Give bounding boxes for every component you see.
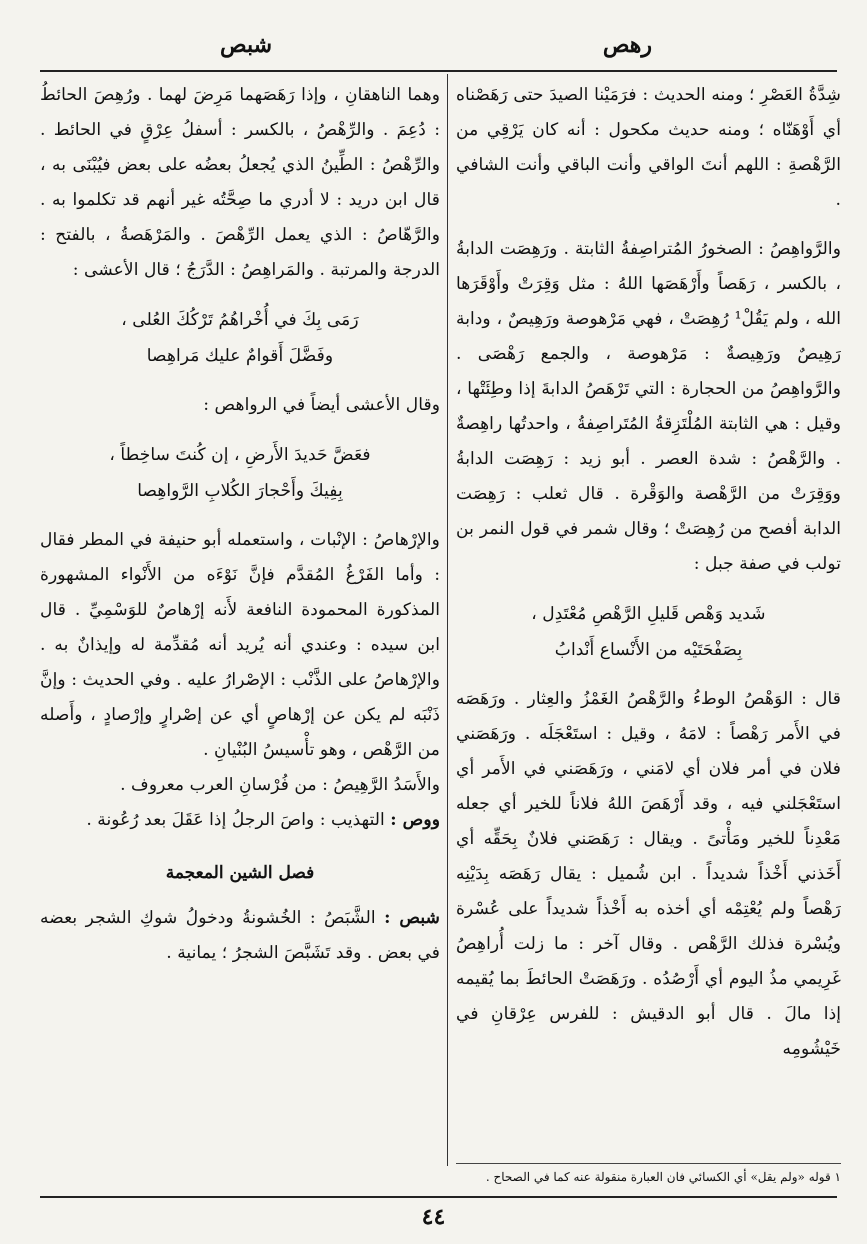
left-entry-wws <box>40 803 440 838</box>
left-verse-1 <box>40 302 440 374</box>
entry-text-shbs: الشَّبَصُ : الخُشونةُ ودخولُ شوكِ الشجر بعضه في بعض . وقد تَشَبَّصَ الشجرُ ؛ يمانية . <box>40 908 440 963</box>
right-verse-line-2: بِصَفْحَتَيْه من الأَنْساع أَنْدابُ <box>554 640 743 660</box>
left-verse-2 <box>40 437 440 509</box>
left-verse-2-line-1: فعَضَّ حَديدَ الأَرضِ ، إن كُنتَ ساخِطاً ، <box>109 445 371 465</box>
section-title: فصل الشين المعجمة <box>165 863 315 883</box>
left-verse-1-line-2: وفَضَّلَ أَقوامٌ عليك مَراهِصا <box>146 346 334 366</box>
right-column <box>456 78 841 1158</box>
left-paragraph-4: والأَسَدُ الرَّهِيصُ : من فُرْسانِ العرب معروف . <box>120 775 440 795</box>
left-entry-shbs <box>40 901 440 971</box>
top-rule <box>40 70 837 72</box>
right-paragraph-2: والرَّواهِصُ : الصخورُ المُتراصِفةُ الثابتة . ورَهِصَت الدابةُ ، بالكسر ، رَهَصاً وأَرْهَصَها اللهُ : مثل وَقِرَتْ وأَوْقَرَها الله ، ولم يَقُلْ¹ رُهِصَتْ ، فهي مَرْهوصة ورَهِيصٌ ، ودابة رَهِيصٌ ورَهِيصةٌ : مَرْهوصة ، والجمع رَهْصَى . والرَّواهِصُ من الحجارة : التي تَرْهَصُ الدابةَ إذا وطِئَتْها ، وقيل : هي الثابتة المُلْتَزِقةُ المُتَراصِفةُ ، واحدتُها راهِصةٌ . والرَّهْصُ : شدة العصر . أبو زيد : رَهِصَت الدابةُ ووَقِرَتْ من الرَّهْصة والوَقْرة . قال ثعلب : رَهِصَت الدابة أفصح من رُهِصَتْ ؛ وقال شمر في قول النمر بن تولب في صفة جبل : <box>456 239 841 574</box>
left-verse-1-line-1: رَمَى بِكَ في أُخْراهُمُ تَرْكُكَ العُلى ، <box>121 310 359 330</box>
left-paragraph-1: وهما الناهقانِ ، وإذا رَهَصَهما مَرِضَ لهما . ورُهِصَ الحائطُ : دُعِمَ . والرِّهْصُ ، بالكسر : أسفلُ عِرْقٍ في الحائط . والرِّهْصُ : الطِّينُ الذي يُجعلُ بعضُه على بعض فيُبْنَى به ، قال ابن دريد : لا أدري ما صِحَّتُه غير أنهم قد تكلموا به . والرَّهّاصُ : الذي يعمل الرِّهْصَ . والمَرْهَصةُ ، بالفتح : الدرجة والمرتبة . والمَراهِصُ : الدَّرَجُ ؛ قال الأعشى : <box>40 85 440 280</box>
right-verse <box>456 596 841 668</box>
column-divider <box>447 74 448 1166</box>
entry-headword-wws: ووص : <box>390 810 440 830</box>
left-column <box>40 78 440 1158</box>
header-root-left: شبص <box>220 32 273 58</box>
entry-headword-shbs: شبص : <box>384 908 440 928</box>
right-paragraph-3: قال : الوَهْصُ الوطءُ والرَّهْصُ الغَمْزُ والعِثار . ورَهَصَه في الأَمر رَهْصاً : لامَهُ ، وقيل : استَعْجَلَه . ورَهَصَني فلان في أمر فلان أي لامَني ، ورَهَصَني في الأَمر أي استَعْجَلني فيه ، وقد أَرْهَصَ اللهُ فلاناً للخير أي جعله مَعْدِناً للخير ومَأْتىً . ويقال : رَهَصَني فلانٌ بِحَقِّه أي أَخَذني أَخْذاً شديداً . ابن شُميل : يقال رَهَصَه بِدَيْنِه رَهْصاً ولم يُعْتِمْه أي أخذه به أَخْذاً شديداً على عُسْرة ويُسْرة فذلك الرَّهْص . وقال آخر : ما زلت أُراهِصُ غَرِيمي مذُ اليوم أي أَرْصُدُه . ورَهَصَتْ الحائطَ بما يُقيمه إذا مالَ . قال أبو الدقيش : للفرس عِرْقانِ في خَيْشُومِه <box>456 689 841 1059</box>
entry-text-wws: التهذيب : واصَ الرجلُ إذا عَقَلَ بعد رُعُونة . <box>86 810 385 830</box>
page-number: ٤٤ <box>421 1204 446 1230</box>
bottom-rule <box>40 1196 837 1198</box>
left-paragraph-3: والإرْهاصُ : الإنْبات ، واستعمله أبو حنيفة في المطر فقال : وأما الفَرْغُ المُقدَّم فإنَّ نَوْءَه من الأَنْواء المشهورة المذكورة المحمودة النافعة لأَنه إرْهاصٌ للوَسْمِيِّ . قال ابن سيده : وعندي أنه يُريد أنه مُقدِّمة له وإيذانٌ به . والإرْهاصُ على الذَّنْب : الإصْرارُ عليه . وفي الحديث : وإنَّ ذَنْبَه لم يكن عن إرْهاصٍ أي عن إصْرارٍ وإرْصادٍ ، وأَصله من الرَّهْص ، وهو تأْسيسُ البُنْيانِ . <box>40 530 440 760</box>
header-root-right: رهص <box>602 32 652 58</box>
left-verse-2-line-2: بِفِيكَ وأَحْجارَ الكُلابِ الرَّواهِصا <box>137 481 343 501</box>
left-paragraph-2: وقال الأعشى أيضاً في الرواهص : <box>203 395 440 415</box>
page-header <box>40 28 827 68</box>
footnote-rule <box>456 1163 841 1164</box>
right-paragraph-1: شِدَّةُ العَصْرِ ؛ ومنه الحديث : فرَمَيْنا الصيدَ حتى رَهَصْناه أي أَوْهَنّاه ؛ ومنه حديث مكحول : أنه كان يَرْقِي من الرَّهْصةِ : اللهم أنتَ الواقي وأنت الباقي وأنت الشافي . <box>456 85 841 210</box>
footnote: ١ قوله «ولم يقل» أي الكسائي فان العبارة منقولة عنه كما في الصحاح . <box>485 1170 841 1184</box>
right-verse-line-1: شَديد وَهْص قَليلِ الرَّهْصِ مُعْتَدِل ، <box>531 604 766 624</box>
